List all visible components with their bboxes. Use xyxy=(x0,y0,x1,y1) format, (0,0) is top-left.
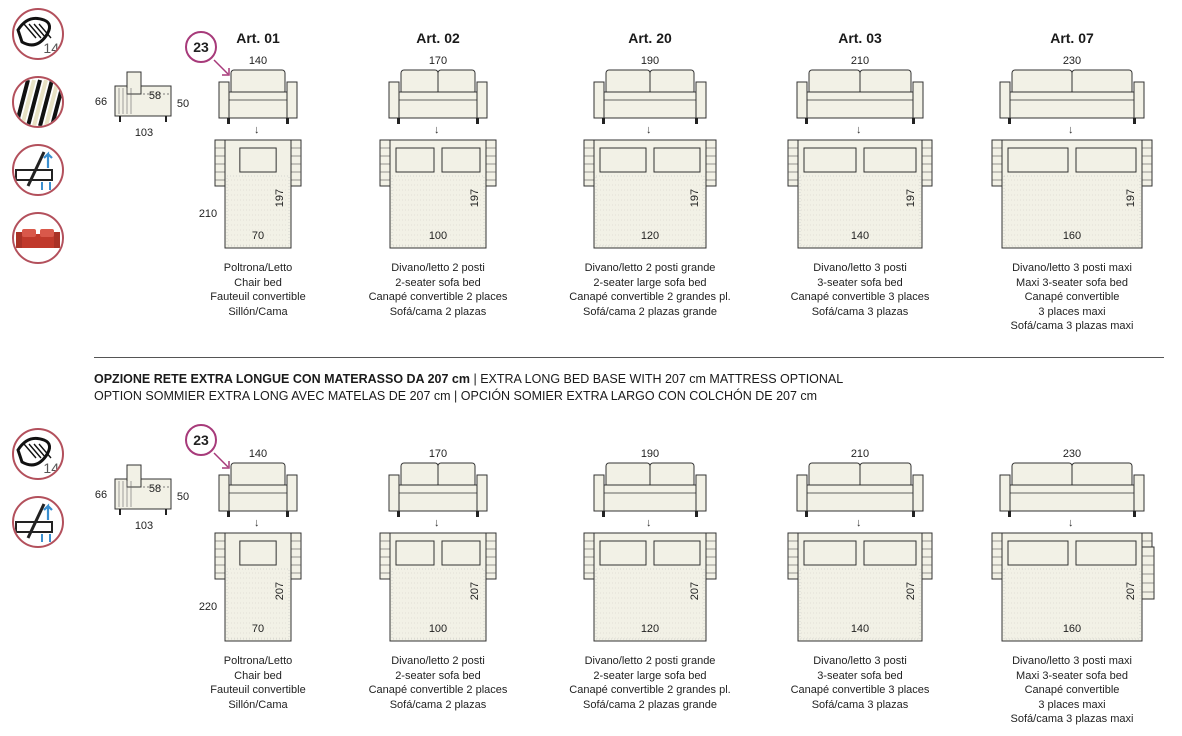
mattress-width-dim: 120 xyxy=(640,230,660,242)
profile-depth-dim: 103 xyxy=(134,520,154,532)
description-line: Sofá/cama 3 plazas xyxy=(811,698,909,711)
description-line: Divano/letto 3 posti maxi xyxy=(1012,262,1132,274)
mattress-length-dim: 207 xyxy=(274,581,286,601)
mattress-length-dim: 207 xyxy=(469,581,481,601)
article-description xyxy=(338,654,538,712)
fabric-stripes-icon-graphic xyxy=(14,78,62,126)
transform-arrow: ↓ xyxy=(254,517,260,529)
cushion-icon xyxy=(12,8,64,60)
description-line: Chair bed xyxy=(234,276,282,289)
profile-seat-height-dim: 50 xyxy=(176,491,190,503)
description-line: Canapé convertible 2 places xyxy=(368,684,508,696)
sofa-bed-mechanism-icon xyxy=(12,144,64,196)
badge-number: 14 xyxy=(43,40,59,56)
article-label: Art. 07 xyxy=(1050,30,1094,46)
mattress-width-dim: 70 xyxy=(251,230,265,242)
description-line: Chair bed xyxy=(234,669,282,682)
description-line: 2-seater sofa bed xyxy=(395,669,481,682)
description-line: Canapé convertible xyxy=(1024,684,1120,696)
mattress-width-dim: 120 xyxy=(640,623,660,635)
article-label: Art. 01 xyxy=(236,30,280,46)
description-line: Sofá/cama 2 plazas xyxy=(389,305,487,318)
article-label: Art. 20 xyxy=(628,30,672,46)
description-line: Sofá/cama 3 plazas maxi xyxy=(1010,713,1134,725)
description-line: Sofá/cama 2 plazas grande xyxy=(583,698,717,711)
transform-arrow: ↓ xyxy=(254,124,260,136)
sofa-width-dim: 230 xyxy=(1062,448,1082,460)
sofa-width-dim: 190 xyxy=(640,448,660,460)
description-line: Canapé convertible xyxy=(1024,291,1120,303)
mattress-width-dim: 100 xyxy=(428,230,448,242)
mattress-width-dim: 100 xyxy=(428,623,448,635)
description-line: Sillón/Cama xyxy=(228,305,288,318)
pointer-arrow xyxy=(212,58,234,80)
mattress-length-dim: 197 xyxy=(469,188,481,208)
sofa-width-dim: 170 xyxy=(428,448,448,460)
article-description xyxy=(158,261,358,319)
description-line: 3-seater sofa bed xyxy=(817,276,903,289)
sofa-front-drawing xyxy=(797,70,923,128)
article-label: Art. 02 xyxy=(416,30,460,46)
description-line: Canapé convertible 2 grandes pl. xyxy=(569,291,731,303)
transform-arrow: ↓ xyxy=(646,517,652,529)
description-line: Canapé convertible 2 places xyxy=(368,291,508,303)
mattress-width-dim: 70 xyxy=(251,623,265,635)
bed-length-dim: 210 xyxy=(198,208,218,220)
sofa-width-dim: 210 xyxy=(850,448,870,460)
transform-arrow: ↓ xyxy=(434,517,440,529)
sofa-width-dim: 190 xyxy=(640,55,660,67)
sofa-front-drawing xyxy=(389,70,487,128)
cushion-icon xyxy=(12,428,64,480)
transform-arrow: ↓ xyxy=(856,517,862,529)
description-line: Sillón/Cama xyxy=(228,698,288,711)
article-description xyxy=(158,654,358,712)
section-title-line2: OPTION SOMMIER EXTRA LONG AVEC MATELAS DE 207 cm | OPCIÓN SOMIER EXTRA LARGO CON COLCHÓN DE 207 cm xyxy=(94,389,818,403)
description-line: Canapé convertible 3 places xyxy=(790,291,930,303)
mattress-width-dim: 140 xyxy=(850,623,870,635)
profile-height-dim: 66 xyxy=(94,489,108,501)
sofa-front-drawing xyxy=(594,463,706,521)
description-line: Divano/letto 3 posti xyxy=(813,262,907,274)
transform-arrow: ↓ xyxy=(856,124,862,136)
section-title xyxy=(94,371,843,405)
description-line: Divano/letto 3 posti maxi xyxy=(1012,655,1132,667)
description-line: Divano/letto 2 posti xyxy=(391,262,485,274)
sofa-bed-mechanism-icon xyxy=(12,496,64,548)
transform-arrow: ↓ xyxy=(646,124,652,136)
mattress-length-dim: 197 xyxy=(1125,188,1137,208)
description-line: Sofá/cama 2 plazas grande xyxy=(583,305,717,318)
pointer-arrow xyxy=(212,451,234,473)
description-line: Divano/letto 3 posti xyxy=(813,655,907,667)
description-line: 2-seater large sofa bed xyxy=(593,669,707,682)
mattress-length-dim: 197 xyxy=(905,188,917,208)
sofa-bed-mechanism-icon-graphic xyxy=(14,146,62,194)
sofa-width-dim: 230 xyxy=(1062,55,1082,67)
mattress-length-dim: 197 xyxy=(689,188,701,208)
description-line: Poltrona/Letto xyxy=(223,262,293,274)
description-line: Divano/letto 2 posti xyxy=(391,655,485,667)
mattress-width-dim: 160 xyxy=(1062,230,1082,242)
description-line: Divano/letto 2 posti grande xyxy=(584,655,716,667)
mattress-length-dim: 207 xyxy=(905,581,917,601)
article-description xyxy=(338,261,538,319)
description-line: 3 places maxi xyxy=(1038,305,1106,318)
description-line: 2-seater large sofa bed xyxy=(593,276,707,289)
profile-seat-depth-dim: 58 xyxy=(148,483,162,495)
sofa-front-drawing xyxy=(1000,463,1144,521)
sofa-front-drawing xyxy=(1000,70,1144,128)
mattress-width-dim: 160 xyxy=(1062,623,1082,635)
sofa-front-drawing xyxy=(594,70,706,128)
fabric-stripes-icon xyxy=(12,76,64,128)
sofa-width-dim: 140 xyxy=(248,55,268,67)
red-sofa-icon xyxy=(12,212,64,264)
red-sofa-icon-graphic xyxy=(14,214,62,262)
profile-seat-depth-dim: 58 xyxy=(148,90,162,102)
sofa-front-drawing xyxy=(389,463,487,521)
description-line: Fauteuil convertible xyxy=(210,291,306,303)
description-line: Poltrona/Letto xyxy=(223,655,293,667)
transform-arrow: ↓ xyxy=(1068,517,1074,529)
mattress-length-dim: 207 xyxy=(1125,581,1137,601)
article-description xyxy=(760,654,960,712)
description-line: 2-seater sofa bed xyxy=(395,276,481,289)
mattress-width-dim: 140 xyxy=(850,230,870,242)
bed-length-dim: 220 xyxy=(198,601,218,613)
section-title-line1: | EXTRA LONG BED BASE WITH 207 cm MATTRESS OPTIONAL xyxy=(473,372,844,386)
section-divider xyxy=(94,357,1164,358)
description-line: Canapé convertible 2 grandes pl. xyxy=(569,684,731,696)
profile-depth-dim: 103 xyxy=(134,127,154,139)
reference-number-badge: 23 xyxy=(185,31,217,63)
sofa-width-dim: 140 xyxy=(248,448,268,460)
description-line: Sofá/cama 3 plazas maxi xyxy=(1010,320,1134,332)
sofa-width-dim: 170 xyxy=(428,55,448,67)
description-line: Maxi 3-seater sofa bed xyxy=(1016,276,1128,289)
sofa-width-dim: 210 xyxy=(850,55,870,67)
transform-arrow: ↓ xyxy=(1068,124,1074,136)
mattress-length-dim: 207 xyxy=(689,581,701,601)
description-line: 3 places maxi xyxy=(1038,698,1106,711)
article-description xyxy=(550,654,750,712)
article-description xyxy=(972,261,1172,334)
description-line: Sofá/cama 2 plazas xyxy=(389,698,487,711)
description-line: 3-seater sofa bed xyxy=(817,669,903,682)
article-description xyxy=(972,654,1172,727)
description-line: Sofá/cama 3 plazas xyxy=(811,305,909,318)
sofa-front-drawing xyxy=(797,463,923,521)
description-line: Maxi 3-seater sofa bed xyxy=(1016,669,1128,682)
profile-seat-height-dim: 50 xyxy=(176,98,190,110)
transform-arrow: ↓ xyxy=(434,124,440,136)
description-line: Fauteuil convertible xyxy=(210,684,306,696)
section-title-bold: OPZIONE RETE EXTRA LONGUE CON MATERASSO DA 207 cm xyxy=(94,372,470,386)
description-line: Divano/letto 2 posti grande xyxy=(584,262,716,274)
article-description xyxy=(760,261,960,319)
reference-number-badge: 23 xyxy=(185,424,217,456)
article-label: Art. 03 xyxy=(838,30,882,46)
profile-height-dim: 66 xyxy=(94,96,108,108)
sofa-bed-mechanism-icon-graphic xyxy=(14,498,62,546)
mattress-length-dim: 197 xyxy=(274,188,286,208)
description-line: Canapé convertible 3 places xyxy=(790,684,930,696)
badge-number: 14 xyxy=(43,460,59,476)
article-description xyxy=(550,261,750,319)
